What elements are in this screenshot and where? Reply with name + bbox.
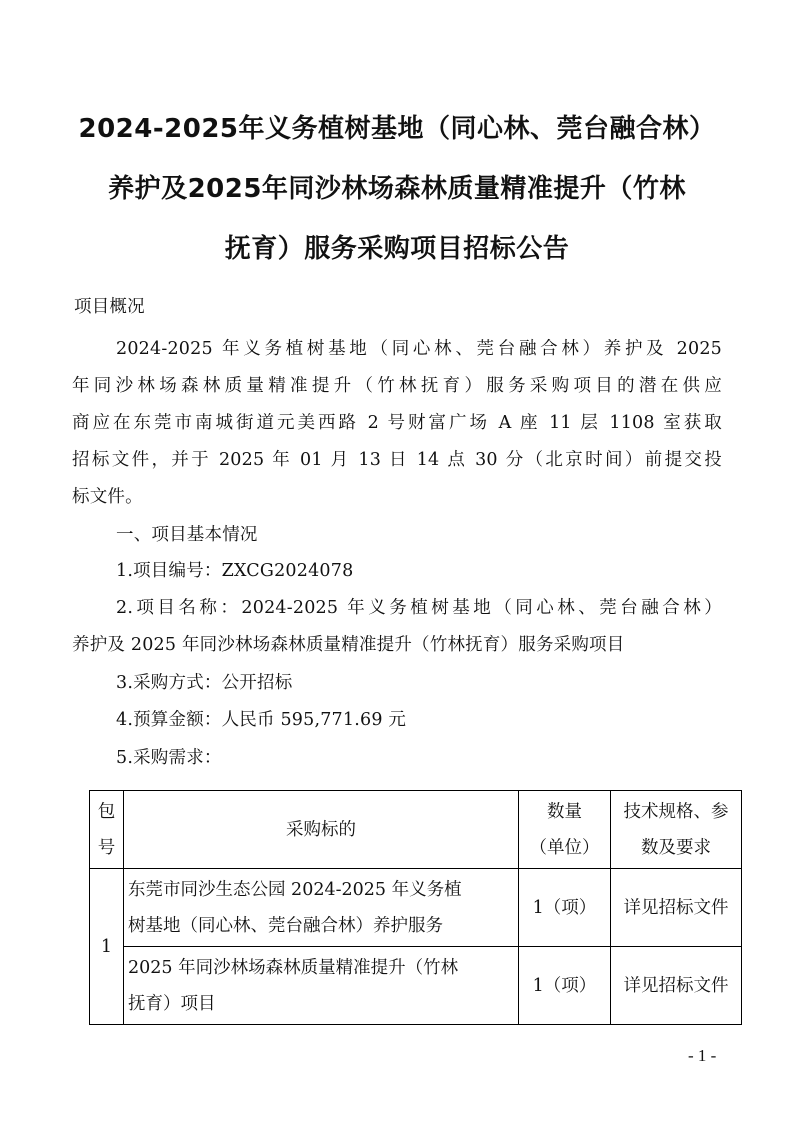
procurement-table bbox=[89, 790, 742, 1025]
overview-line: 商应在东莞市南城街道元美西路 2 号财富广场 A 座 11 层 1108 室获取 bbox=[72, 413, 722, 433]
budget-amount: 4.预算金额：人民币 595,771.69 元 bbox=[116, 710, 407, 730]
section-heading: 一、项目基本情况 bbox=[116, 525, 258, 545]
project-name-line-2: 养护及 2025 年同沙林场森林质量精准提升（竹林抚育）服务采购项目 bbox=[72, 635, 625, 655]
header-spec: 技术规格、参 数及要求 bbox=[611, 791, 742, 869]
item-name: 东莞市同沙生态公园 2024-2025 年义务植 树基地（同心林、莞台融合林）养护服务 bbox=[124, 869, 519, 947]
overview-line: 2024-2025 年义务植树基地（同心林、莞台融合林）养护及 2025 bbox=[116, 339, 722, 359]
doc-title-line-3: 抚育）服务采购项目招标公告 bbox=[224, 234, 570, 264]
procurement-method: 3.采购方式：公开招标 bbox=[116, 673, 293, 693]
page-number: - 1 - bbox=[688, 1046, 717, 1065]
package-number: 1 bbox=[90, 869, 124, 1025]
overview-line: 年同沙林场森林质量精准提升（竹林抚育）服务采购项目的潜在供应 bbox=[72, 376, 722, 396]
overview-line: 招标文件，并于 2025 年 01 月 13 日 14 点 30 分（北京时间）前提交投 bbox=[72, 450, 722, 470]
header-quantity: 数量 （单位） bbox=[519, 791, 611, 869]
item-quantity: 1（项） bbox=[519, 869, 611, 947]
item-name: 2025 年同沙林场森林质量精准提升（竹林 抚育）项目 bbox=[124, 947, 519, 1025]
item-quantity: 1（项） bbox=[519, 947, 611, 1025]
table-row bbox=[90, 869, 742, 947]
item-spec: 详见招标文件 bbox=[611, 947, 742, 1025]
table-row bbox=[90, 947, 742, 1025]
table-header-row bbox=[90, 791, 742, 869]
procurement-needs: 5.采购需求： bbox=[116, 748, 222, 768]
doc-title-line-2: 养护及2025年同沙林场森林质量精准提升（竹林 bbox=[108, 174, 686, 204]
overview-line: 标文件。 bbox=[72, 487, 143, 507]
item-spec: 详见招标文件 bbox=[611, 869, 742, 947]
header-package: 包 号 bbox=[90, 791, 124, 869]
overview-heading: 项目概况 bbox=[74, 297, 145, 317]
header-item: 采购标的 bbox=[124, 791, 519, 869]
doc-title-line-1: 2024-2025年义务植树基地（同心林、莞台融合林） bbox=[78, 114, 716, 144]
project-number: 1.项目编号：ZXCG2024078 bbox=[116, 561, 354, 581]
project-name-line-1: 2.项目名称：2024-2025 年义务植树基地（同心林、莞台融合林） bbox=[116, 598, 722, 618]
